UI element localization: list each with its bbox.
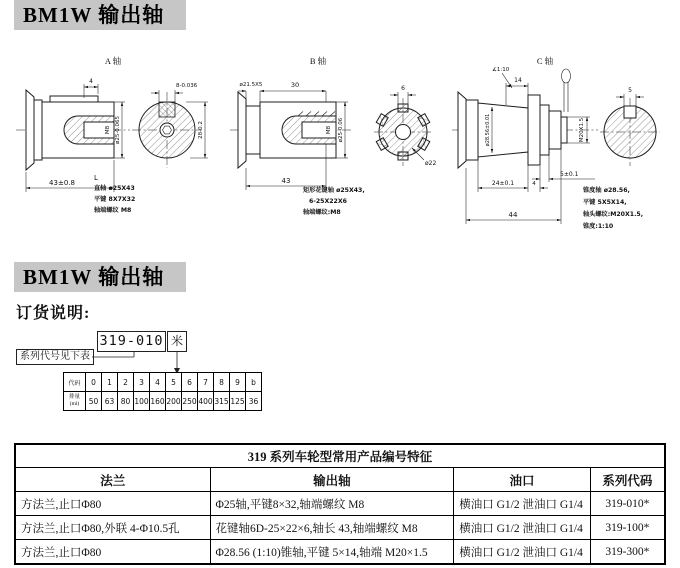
cotter-pin bbox=[562, 69, 571, 83]
code-row: 代码 0 1 2 3 4 5 6 7 8 9 b bbox=[64, 373, 262, 392]
output-shaft-cell: 花键轴6D-25×22×6,轴长 43,轴端螺纹 M8 bbox=[210, 516, 454, 540]
dim-m20: M20X1.5 bbox=[579, 117, 585, 143]
code-row-label: 代码 bbox=[64, 373, 86, 392]
nut bbox=[549, 111, 561, 149]
table-row bbox=[15, 540, 665, 565]
section-keyway bbox=[159, 102, 175, 117]
flange-cell: 方法兰,止口Φ80 bbox=[15, 540, 210, 565]
thread-label: M8 bbox=[105, 125, 111, 135]
product-table-header-row bbox=[15, 468, 665, 492]
dim-22: ø22 bbox=[425, 160, 437, 167]
shaft-c-note2: 平键 5X5X14, bbox=[583, 199, 627, 206]
dim-43: 43±0.8 bbox=[49, 179, 75, 187]
col-header-series-code: 系列代码 bbox=[590, 468, 665, 492]
dim-44: 44 bbox=[508, 211, 518, 219]
series-code-cell: 319-300* bbox=[590, 540, 665, 565]
col-header-flange: 法兰 bbox=[15, 468, 210, 492]
dim-24: 24±0.1 bbox=[491, 180, 515, 187]
shaft-c-title: C 轴 bbox=[536, 56, 554, 66]
dim-43: 43 bbox=[281, 177, 291, 185]
page-title-top: BM1W 输出轴 bbox=[14, 0, 186, 30]
shaft-drawings bbox=[0, 50, 680, 258]
dim-dia25: ø25-0.06 bbox=[338, 117, 344, 143]
shaft-b-note2: 6-25X22X6 bbox=[309, 198, 347, 205]
taper-label: ∡1:10 bbox=[492, 67, 510, 73]
product-table-title-row bbox=[15, 444, 665, 468]
dim-14: 14 bbox=[514, 77, 522, 84]
order-code-box: 319-010 bbox=[97, 331, 166, 352]
drawing-shaft-c bbox=[452, 56, 660, 230]
dim-30: 30 bbox=[290, 81, 300, 89]
output-shaft-cell: Φ28.56 (1:10)锥轴,平键 5×14,轴端 M20×1.5 bbox=[210, 540, 454, 565]
shaft-a-note2: 平键 8X7X32 bbox=[94, 196, 136, 203]
washer bbox=[540, 105, 549, 155]
section-keyway bbox=[624, 106, 636, 118]
flange bbox=[26, 90, 34, 170]
dim-key5: 5 bbox=[628, 87, 632, 94]
thread-label: M8 bbox=[326, 125, 332, 135]
displacement-row-label: 排量 (ml) bbox=[64, 392, 86, 411]
shaft-a-note3: 轴端螺纹 M8 bbox=[94, 207, 132, 214]
dim-28: 28-0.2 bbox=[198, 121, 204, 139]
displacement-row: 排量 (ml) 50 63 80 100 160 200 250 400 315 125 36 bbox=[64, 392, 262, 411]
oil-port-cell: 横油口 G1/2 泄油口 G1/4 bbox=[454, 492, 591, 516]
dim-dia25: ø25-0.065 bbox=[115, 115, 121, 145]
order-wildcard-box: 米 bbox=[167, 331, 187, 352]
series-code-cell: 319-010* bbox=[590, 492, 665, 516]
ordering-instructions-label: 订货说明: bbox=[16, 305, 91, 322]
dim-4: 4 bbox=[532, 181, 536, 187]
product-table bbox=[14, 443, 666, 565]
shaft-b-note3: 轴端螺纹:M8 bbox=[303, 209, 341, 216]
dim-spline: ø21.5X5 bbox=[239, 82, 263, 88]
shaft-a-note1: 直轴 ø25X43 bbox=[94, 185, 135, 192]
dim-L: L bbox=[94, 174, 98, 182]
product-table-title: 319 系列车轮型常用产品编号特征 bbox=[15, 444, 665, 468]
displacement-code-table bbox=[63, 372, 262, 411]
dim-5tol: 5±0.1 bbox=[560, 171, 579, 178]
dim-dia2856: ø28.56±0.01 bbox=[485, 113, 491, 147]
col-header-output-shaft: 输出轴 bbox=[210, 468, 454, 492]
oil-port-cell: 横油口 G1/2 泄油口 G1/4 bbox=[454, 540, 591, 565]
series-code-note: 系列代号见下表 bbox=[16, 349, 94, 365]
dim-key8: 8-0.036 bbox=[176, 83, 198, 89]
flange bbox=[238, 92, 246, 168]
flange-cell: 方法兰,止口Φ80 bbox=[15, 492, 210, 516]
oil-port-cell: 横油口 G1/2 泄油口 G1/4 bbox=[454, 516, 591, 540]
col-header-oil-port: 油口 bbox=[454, 468, 591, 492]
table-row bbox=[15, 516, 665, 540]
shaft-c-note1: 锥度轴 ø28.56, bbox=[583, 187, 630, 194]
series-code-cell: 319-100* bbox=[590, 516, 665, 540]
output-shaft-cell: Φ25轴,平键8×32,轴端螺纹 M8 bbox=[210, 492, 454, 516]
shaft-c-note4: 锥度:1:10 bbox=[583, 223, 614, 230]
shaft-b-title: B 轴 bbox=[309, 56, 327, 66]
shaft-c-note3: 轴头螺纹:M20X1.5, bbox=[583, 211, 644, 218]
drawing-shaft-b bbox=[230, 56, 436, 216]
flange bbox=[458, 92, 466, 168]
shaft-a-title: A 轴 bbox=[104, 56, 122, 66]
page-title-section2: BM1W 输出轴 bbox=[14, 262, 186, 292]
flange-cell: 方法兰,止口Φ80,外联 4-Φ10.5孔 bbox=[15, 516, 210, 540]
dim-4: 4 bbox=[89, 78, 93, 85]
drawing-shaft-a bbox=[16, 56, 208, 214]
dim-6: 6 bbox=[401, 85, 405, 92]
shaft-b-note1: 矩形花键轴 ø25X43, bbox=[303, 187, 365, 194]
table-row bbox=[15, 492, 665, 516]
